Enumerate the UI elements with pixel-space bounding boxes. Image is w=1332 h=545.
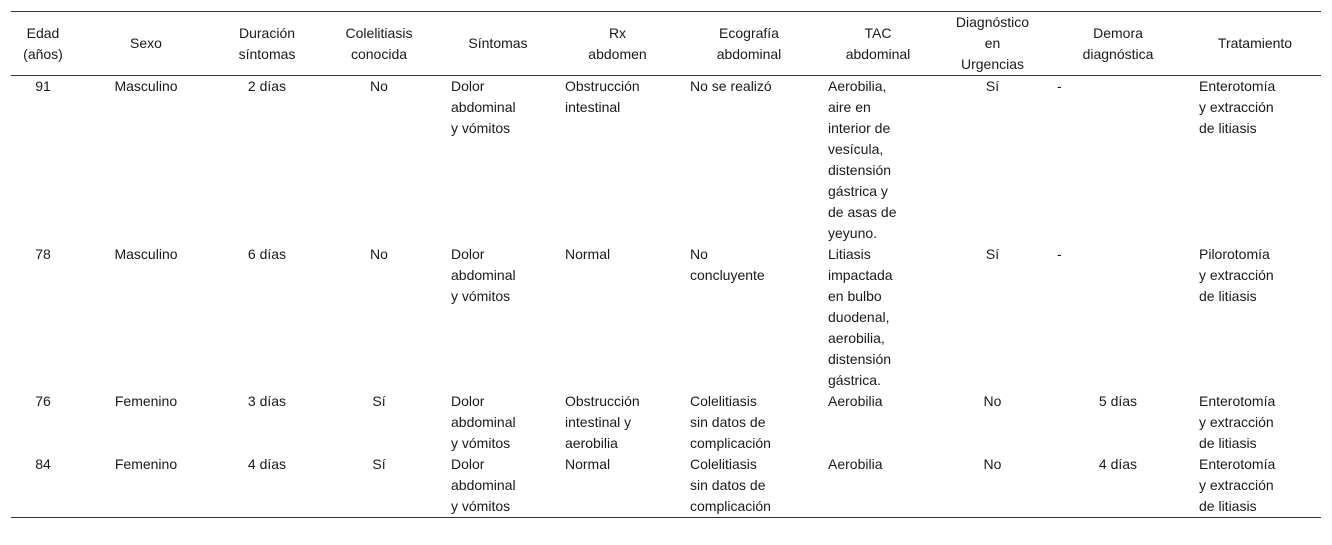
cell-tac: Aerobilia <box>828 456 883 472</box>
table-row <box>11 391 1321 454</box>
cell-rx: Obstrucción intestinal y aerobilia <box>565 393 640 451</box>
cell-sexo: Femenino <box>114 393 178 409</box>
cell-sexo: Femenino <box>114 456 178 472</box>
cell-demora: - <box>1057 246 1062 262</box>
clinical-cases-table-container <box>11 11 1321 518</box>
cell-diagnostico: Sí <box>985 246 1000 262</box>
clinical-cases-table <box>11 11 1321 518</box>
header-tratamiento: Tratamiento <box>1217 35 1293 51</box>
header-rx: Rx abdomen <box>588 24 647 62</box>
cell-sintomas: Dolor abdominal y vómitos <box>451 246 516 304</box>
cell-sexo: Masculino <box>114 78 178 94</box>
cell-duracion: 2 días <box>247 78 287 94</box>
cell-tratamiento: Enterotomía y extracción de litiasis <box>1199 78 1276 136</box>
cell-tac: Aerobilia, aire en interior de vesícula, distensión gástrica y de asas de yeyuno. <box>828 78 897 241</box>
header-ecografia: Ecografía abdominal <box>716 24 782 62</box>
cell-colelitiasis: Sí <box>372 456 386 472</box>
cell-demora: - <box>1057 78 1062 94</box>
header-sexo: Sexo <box>130 35 162 51</box>
cell-tac: Litiasis impactada en bulbo duodenal, aerobilia, distensión gástrica. <box>828 246 893 388</box>
cell-colelitiasis: Sí <box>372 393 386 409</box>
cell-ecografia: No se realizó <box>690 78 772 94</box>
header-colelitiasis: Colelitiasis conocida <box>345 24 413 62</box>
cell-duracion: 6 días <box>247 246 287 262</box>
cell-duracion: 4 días <box>247 456 287 472</box>
cell-sexo: Masculino <box>114 246 178 262</box>
header-duracion: Duración síntomas <box>238 24 296 62</box>
cell-tac: Aerobilia <box>828 393 883 409</box>
cell-rx: Obstrucción intestinal <box>565 78 640 115</box>
cell-edad: 84 <box>35 456 51 472</box>
cell-tratamiento: Enterotomía y extracción de litiasis <box>1199 456 1276 514</box>
cell-demora: 4 días <box>1098 456 1138 472</box>
header-sintomas: Síntomas <box>468 35 528 51</box>
cell-sintomas: Dolor abdominal y vómitos <box>451 456 516 514</box>
cell-ecografia: Colelitiasis sin datos de complicación <box>690 456 771 514</box>
cell-duracion: 3 días <box>247 393 287 409</box>
cell-tratamiento: Enterotomía y extracción de litiasis <box>1199 393 1276 451</box>
header-demora: Demora diagnóstica <box>1082 24 1154 62</box>
cell-edad: 91 <box>35 78 51 94</box>
cell-rx: Normal <box>565 246 611 262</box>
cell-tratamiento: Pilorotomía y extracción de litiasis <box>1199 246 1274 304</box>
cell-ecografia: No concluyente <box>690 246 765 283</box>
table-body <box>11 76 1321 518</box>
table-row <box>11 244 1321 391</box>
cell-colelitiasis: No <box>370 78 388 94</box>
cell-sintomas: Dolor abdominal y vómitos <box>451 393 516 451</box>
cell-diagnostico: Sí <box>985 78 1000 94</box>
cell-demora: 5 días <box>1098 393 1138 409</box>
header-edad: Edad (años) <box>23 24 63 62</box>
cell-sintomas: Dolor abdominal y vómitos <box>451 78 516 136</box>
cell-diagnostico: No <box>983 393 1002 409</box>
cell-colelitiasis: No <box>370 246 388 262</box>
cell-edad: 76 <box>35 393 51 409</box>
cell-ecografia: Colelitiasis sin datos de complicación <box>690 393 771 451</box>
cell-rx: Normal <box>565 456 611 472</box>
cell-diagnostico: No <box>983 456 1002 472</box>
header-row <box>11 12 1321 76</box>
header-diagnostico: Diagnóstico en Urgencias <box>955 14 1030 72</box>
cell-edad: 78 <box>35 246 51 262</box>
header-tac: TAC abdominal <box>845 24 911 62</box>
table-row <box>11 454 1321 518</box>
table-row <box>11 76 1321 245</box>
